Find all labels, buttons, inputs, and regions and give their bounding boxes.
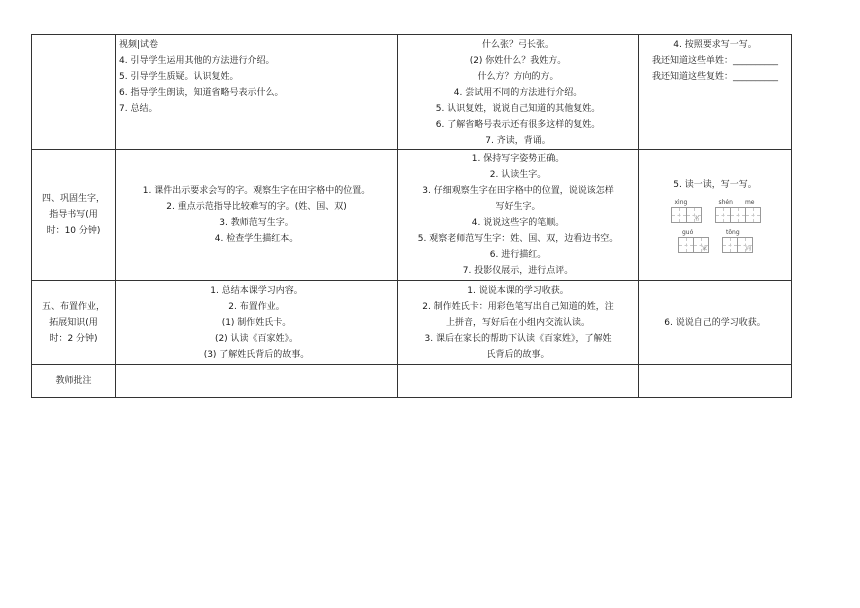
text-line: 6. 说说自己的学习收获。 (664, 317, 766, 328)
text-line: 氏背后的故事。 (486, 349, 550, 360)
tianzige-box[interactable] (745, 207, 761, 223)
tianzige-box[interactable] (730, 207, 746, 223)
practice-cell (639, 150, 792, 281)
text-line: 5. 读一读，写一写。 (673, 180, 757, 190)
stage-label: 教师批注 (55, 376, 92, 386)
text-line: 我还知道这些复姓：__________ (651, 72, 778, 82)
text-line: 3. 教师范写生字。 (219, 218, 294, 228)
tianzige-box[interactable] (678, 237, 694, 253)
teacher-activity-cell (116, 150, 398, 281)
text-line: (2) 认读《百家姓》。 (214, 333, 299, 344)
char-group (671, 199, 701, 223)
table-row (32, 35, 792, 150)
text-line: 7. 投影仪展示，进行点评。 (462, 266, 574, 276)
text-line: 2. 认读生字。 (489, 170, 547, 180)
grid-row (671, 199, 760, 223)
text-line: 5. 引导学生质疑。认识复姓。 (119, 72, 239, 82)
text-line: (2) 你姓什么？我姓方。 (469, 56, 567, 66)
stage-label: 指导书写(用 (49, 210, 98, 220)
stage-cell (32, 365, 116, 398)
teacher-notes-cell[interactable] (639, 365, 792, 398)
tianzige-box[interactable] (693, 237, 709, 253)
text-line: 什么张？弓长张。 (481, 40, 554, 50)
table-row (32, 150, 792, 281)
stage-cell (32, 281, 116, 365)
char-group (722, 229, 752, 253)
text-line: 4. 检查学生描红本。 (214, 234, 299, 244)
text-line: 写好生字。 (495, 202, 541, 212)
text-line: 4. 说说这些字的笔顺。 (471, 218, 565, 228)
teacher-activity-cell (116, 35, 398, 150)
pinyin-label: shén (718, 199, 733, 206)
pinyin-label: tōng (726, 229, 740, 236)
practice-cell (639, 35, 792, 150)
pinyin-label: me (744, 199, 755, 206)
text-line: 我还知道这些单姓：__________ (651, 56, 778, 66)
text-line: 6. 了解省略号表示还有很多这样的复姓。 (435, 120, 601, 130)
teacher-notes-cell[interactable] (116, 365, 398, 398)
stage-label: 四、巩固生字， (41, 194, 105, 204)
tianzige-box[interactable] (686, 207, 702, 223)
student-activity-cell (398, 35, 639, 150)
stage-cell (32, 150, 116, 281)
text-line: 什么方？方向的方。 (477, 72, 559, 82)
text-line: (1) 制作姓氏卡。 (221, 317, 292, 328)
text-line: 4. 按照要求写一写。 (673, 40, 757, 50)
text-line: 3. 仔细观察生字在田字格中的位置，说说该怎样 (422, 186, 614, 196)
text-line: 2. 重点示范指导比较难写的字。(姓、国、双) (166, 202, 347, 212)
text-line: 4. 引导学生运用其他的方法进行介绍。 (119, 56, 275, 66)
pinyin-label: xìng (674, 199, 688, 206)
text-line: 1. 课件出示要求会写的字。观察生字在田字格中的位置。 (142, 186, 371, 196)
text-line: 1. 保持写字姿势正确。 (471, 154, 565, 164)
grid-char: 向 (745, 246, 751, 252)
char-group (678, 229, 708, 253)
teacher-activity-cell (116, 281, 398, 365)
tianzige-box[interactable] (671, 207, 687, 223)
text-line: 上拼音，写好后在小组内交流认读。 (445, 317, 590, 328)
text-line: 4. 尝试用不同的方法进行介绍。 (453, 88, 583, 98)
text-line: 1. 说说本课的学习收获。 (467, 285, 569, 296)
text-line: 2. 制作姓氏卡：用彩色笔写出自己知道的姓，注 (422, 301, 614, 312)
stage-label: 时：2 分钟) (49, 333, 98, 344)
student-activity-cell (398, 150, 639, 281)
text-line: 3. 课后在家长的帮助下认读《百家姓》，了解姓 (424, 333, 612, 344)
stage-cell (32, 35, 116, 150)
tianzige-box[interactable] (715, 207, 731, 223)
text-line: 视频|试卷 (119, 40, 159, 50)
text-line: 6. 指导学生朗读，知道省略号表示什么。 (119, 88, 284, 98)
text-line: (3) 了解姓氏背后的故事。 (203, 349, 310, 360)
lesson-plan-table (31, 34, 792, 398)
table-row (32, 281, 792, 365)
practice-cell (639, 281, 792, 365)
text-line: 7. 总结。 (119, 104, 158, 114)
stage-label: 时：10 分钟) (46, 226, 101, 236)
writing-grid-area (642, 199, 788, 253)
text-line: 6. 进行描红。 (489, 250, 547, 260)
text-line: 7. 齐读，背诵。 (485, 136, 551, 146)
text-line: 5. 认识复姓，说说自己知道的其他复姓。 (435, 104, 601, 114)
stage-label: 拓展知识(用 (49, 317, 98, 328)
grid-char: 家 (701, 246, 707, 252)
tianzige-box[interactable] (722, 237, 738, 253)
char-group (715, 199, 760, 223)
grid-char: 名 (694, 216, 700, 222)
teacher-notes-cell[interactable] (398, 365, 639, 398)
pinyin-label: guó (682, 229, 694, 236)
grid-row (678, 229, 752, 253)
text-line: 1. 总结本课学习内容。 (210, 285, 303, 296)
student-activity-cell (398, 281, 639, 365)
stage-label: 五、布置作业， (41, 301, 105, 312)
tianzige-box[interactable] (737, 237, 753, 253)
table-row (32, 365, 792, 398)
text-line: 5. 观察老师范写生字：姓、国、双，边看边书空。 (417, 234, 619, 244)
text-line: 2. 布置作业。 (228, 301, 285, 312)
